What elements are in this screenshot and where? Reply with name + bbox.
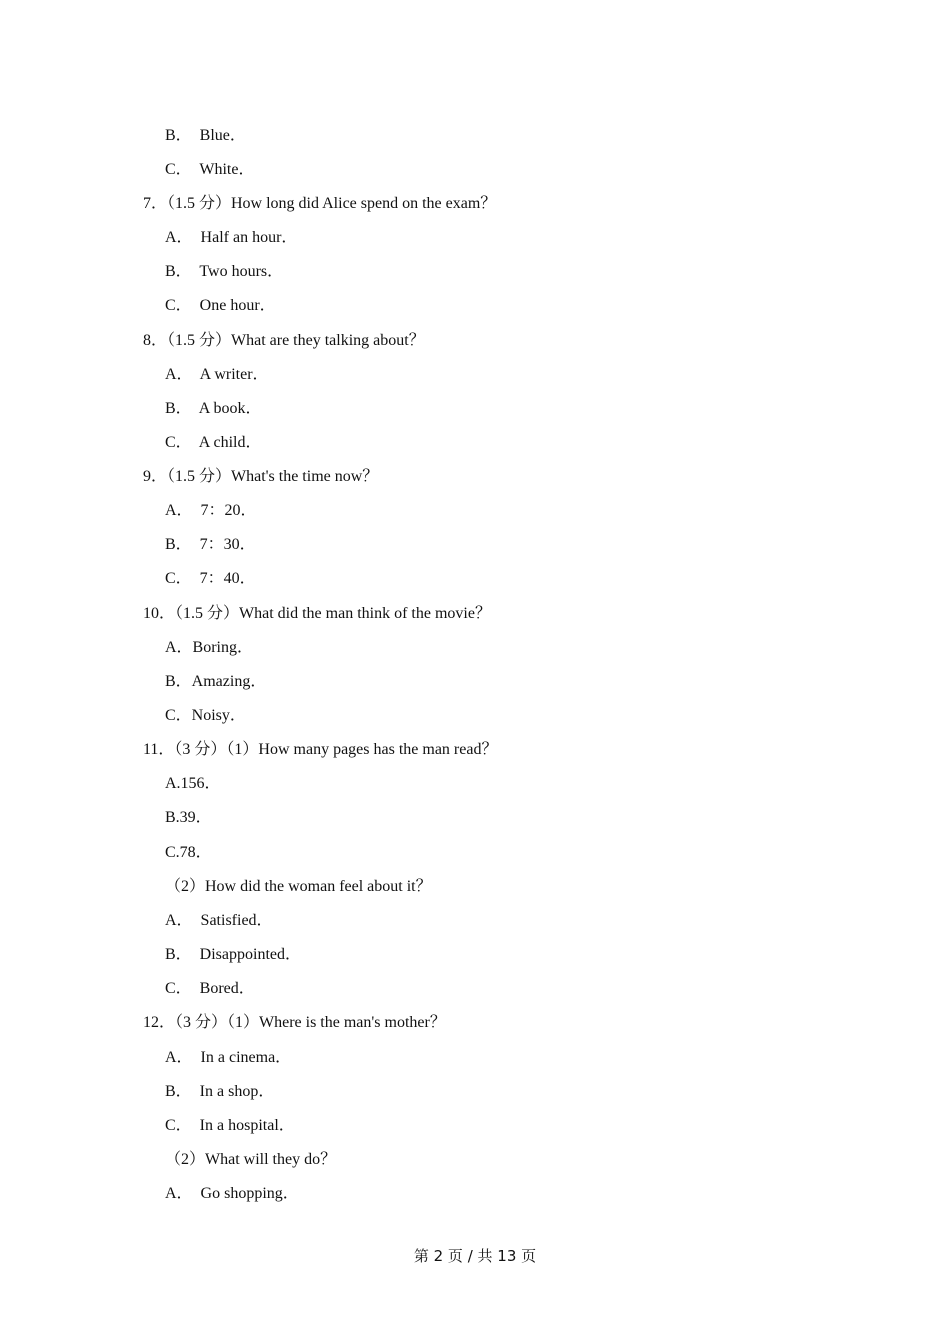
question-7: 7．（1.5 分）How long did Alice spend on the exam？ <box>143 195 497 212</box>
option-line: A． 7：20． <box>165 502 257 519</box>
option-line: B． Blue． <box>165 127 246 144</box>
option-line: B． 7：30． <box>165 536 256 553</box>
option-line: C． In a hospital． <box>165 1117 295 1134</box>
option-line: A． Satisfied． <box>165 912 273 929</box>
option-line: A． A writer． <box>165 366 269 383</box>
option-line: C． A child． <box>165 434 262 451</box>
option-line: B． Disappointed． <box>165 946 301 963</box>
option-line: C． White． <box>165 161 255 178</box>
question-11: 11．（3 分）（1）How many pages has the man read？ <box>143 741 498 758</box>
question-8: 8．（1.5 分）What are they talking about？ <box>143 332 425 349</box>
option-line: A.156． <box>165 775 221 792</box>
question-10: 10．（1.5 分）What did the man think of the movie？ <box>143 605 491 622</box>
option-line: B． In a shop． <box>165 1083 275 1100</box>
sub-question: （2）How did the woman feel about it？ <box>165 878 432 895</box>
option-line: A． Go shopping． <box>165 1185 299 1202</box>
option-line: C． 7：40． <box>165 570 256 587</box>
option-line: C． One hour． <box>165 297 276 314</box>
option-line: C．Noisy． <box>165 707 246 724</box>
question-9: 9．（1.5 分）What's the time now？ <box>143 468 379 485</box>
option-line: B.39． <box>165 809 212 826</box>
option-line: A． Half an hour． <box>165 229 298 246</box>
option-line: C． Bored． <box>165 980 255 997</box>
option-line: A． In a cinema． <box>165 1049 292 1066</box>
option-line: A．Boring． <box>165 639 254 656</box>
option-line: B． A book． <box>165 400 262 417</box>
option-line: B．Amazing． <box>165 673 267 690</box>
option-line: C.78． <box>165 844 212 861</box>
option-line: B． Two hours． <box>165 263 284 280</box>
page-footer: 第 2 页 / 共 13 页 <box>413 1247 537 1265</box>
sub-question: （2）What will they do？ <box>165 1151 337 1168</box>
question-12: 12．（3 分）（1）Where is the man's mother？ <box>143 1014 446 1031</box>
